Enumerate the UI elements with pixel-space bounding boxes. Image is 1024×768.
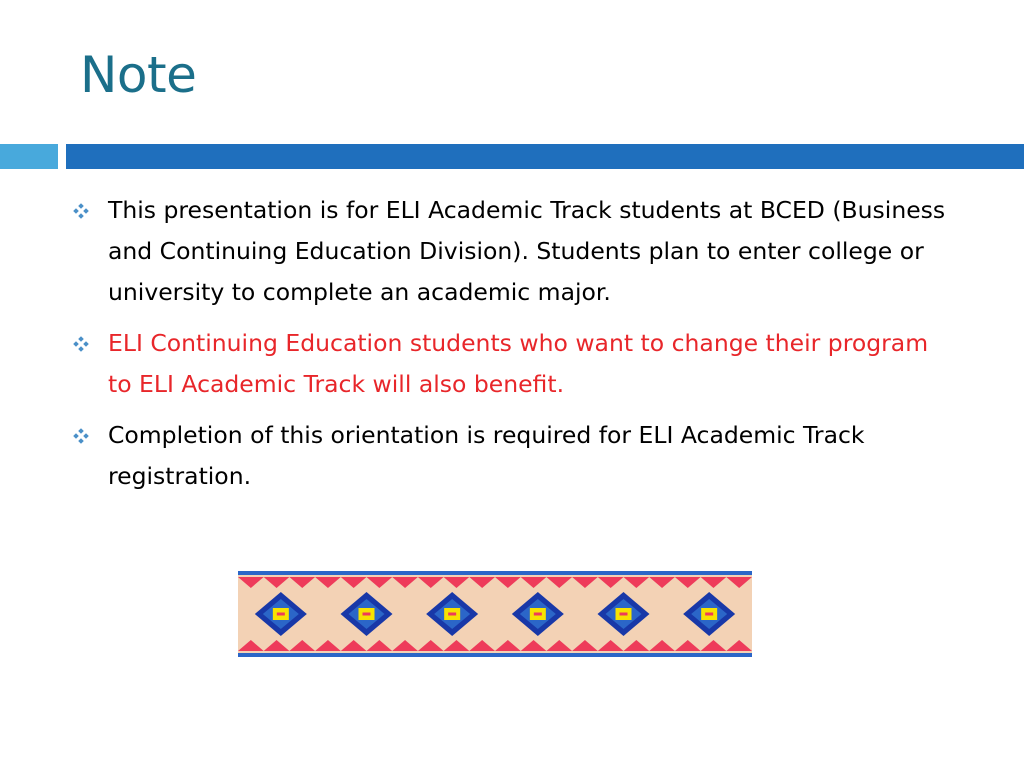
- title-rule-right: [66, 144, 1024, 169]
- slide-title: Note: [80, 46, 197, 104]
- bullet-item: [68, 415, 958, 497]
- banner-background: [238, 571, 752, 657]
- diamond-bullet-icon: [73, 203, 89, 219]
- banner-bottom-stripe: [238, 653, 752, 657]
- bullet-item: [68, 323, 958, 405]
- diamond-bullet-icon: [73, 336, 89, 352]
- banner-top-stripe: [238, 571, 752, 575]
- diamond-bullet-icon: [73, 428, 89, 444]
- bullet-list: [68, 190, 958, 507]
- bullet-text: This presentation is for ELI Academic Track students at BCED (Business and Continuing Education Division). Students plan to enter college or university to complete an academic major.: [108, 196, 946, 306]
- bullet-item: [68, 190, 958, 313]
- bullet-text: ELI Continuing Education students who want to change their program to ELI Academic Track will also benefit.: [108, 329, 929, 398]
- title-rule-left: [0, 144, 58, 169]
- bullet-text: Completion of this orientation is required for ELI Academic Track registration.: [108, 421, 865, 490]
- decorative-banner: [238, 571, 752, 657]
